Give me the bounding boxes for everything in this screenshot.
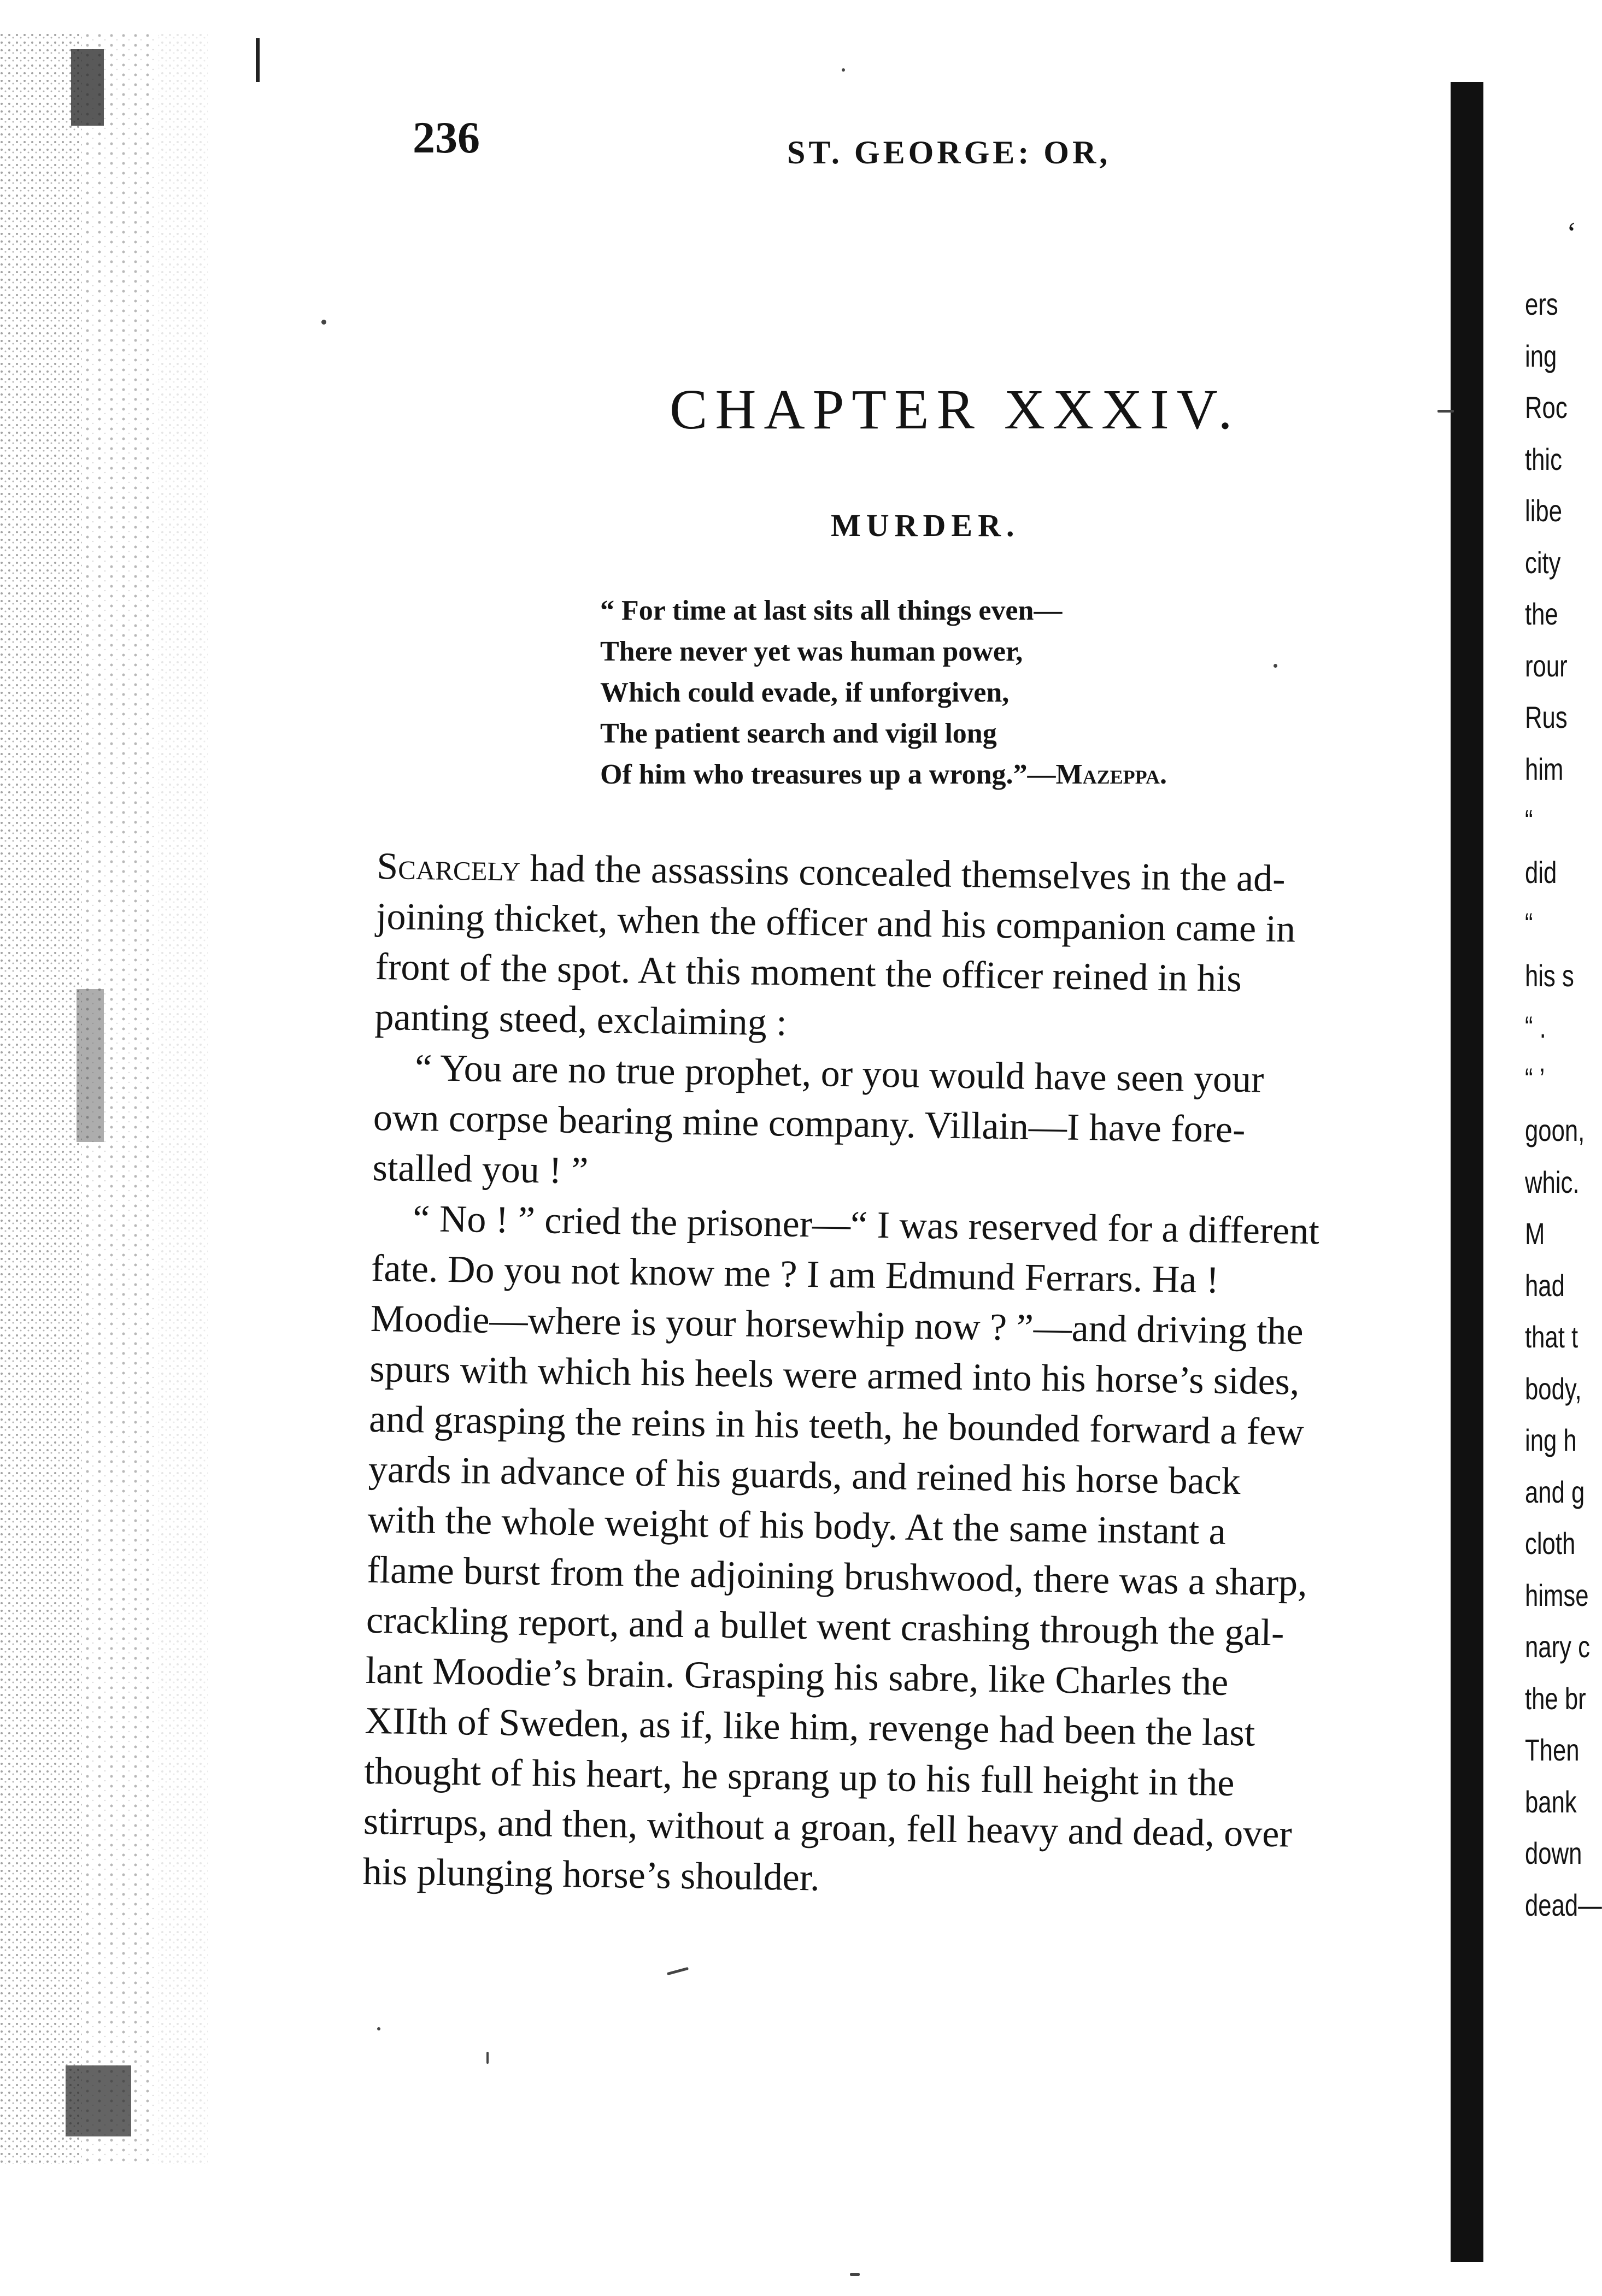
binding-gutter-shadow <box>1451 82 1483 2262</box>
margin-rule <box>256 38 260 82</box>
next-page-quote-mark: ‘ <box>1566 216 1577 250</box>
drop-word: Scarcely <box>376 845 521 890</box>
next-page-fragment: city <box>1525 545 1561 580</box>
next-page-fragment: thic <box>1525 441 1562 476</box>
scan-speck <box>486 2052 489 2064</box>
scan-speck <box>1274 664 1277 668</box>
next-page-fragment: that t <box>1525 1320 1578 1354</box>
next-page-fragment: body, <box>1525 1371 1582 1406</box>
body-line: Moodie—where is your horsewhip now ? ”—and driving the <box>370 1297 1304 1353</box>
next-page-fragment: “ . <box>1525 1010 1546 1044</box>
body-text <box>362 841 1454 1912</box>
body-line: “ No ! ” cried the prisoner—“ I was reserved for a different <box>412 1197 1320 1253</box>
next-page-fragment: the br <box>1525 1681 1586 1716</box>
running-head: ST. GEORGE: OR, <box>787 134 1111 170</box>
next-page-fragment: bank <box>1525 1784 1577 1819</box>
body-line: with the whole weight of his body. At the same instant a <box>367 1498 1227 1553</box>
next-page-fragment: and g <box>1525 1474 1585 1509</box>
scan-speck <box>321 320 326 325</box>
epigraph-last-line <box>600 754 1327 795</box>
epigraph-line: There never yet was human power, <box>600 636 1023 667</box>
next-page-fragment: whic. <box>1525 1164 1580 1199</box>
body-line: fate. Do you not know me ? I am Edmund Ferrars. Ha ! <box>371 1247 1219 1302</box>
next-page-fragment: Then <box>1525 1733 1580 1767</box>
next-page-fragment: nary c <box>1525 1629 1590 1664</box>
body-line: flame burst from the adjoining brushwood, there was a sharp, <box>366 1549 1308 1604</box>
body-line: thought of his heart, he sprang up to his full height in the <box>363 1750 1235 1805</box>
body-line: XIIth of Sweden, as if, like him, revenge had been the last <box>364 1699 1255 1755</box>
chapter-subtitle: MURDER. <box>831 508 1020 543</box>
next-page-fragment: the <box>1525 597 1558 631</box>
scan-speck <box>1437 410 1454 413</box>
scan-edge-noise <box>0 33 251 2164</box>
next-page-fragment: goon, <box>1525 1113 1585 1147</box>
next-page-fragment: “ <box>1525 906 1533 941</box>
body-line: stalled you ! ” <box>372 1146 589 1192</box>
body-line: lant Moodie’s brain. Grasping his sabre, like Charles the <box>365 1649 1229 1704</box>
next-page-fragment: libe <box>1525 493 1562 528</box>
next-page-fragment: ing h <box>1525 1423 1577 1457</box>
scan-speck <box>377 2027 380 2030</box>
body-line: crackling report, and a bullet went crashing through the gal- <box>366 1599 1284 1655</box>
body-line: “ You are no true prophet, or you would have seen your <box>414 1047 1264 1101</box>
next-page-fragment: “ ’ <box>1525 1061 1545 1096</box>
next-page-fragment: Roc <box>1525 390 1568 425</box>
body-line: front of the spot. At this moment the officer reined in his <box>375 945 1242 1000</box>
next-page-fragment: M <box>1525 1216 1545 1251</box>
scan-speck <box>842 68 845 72</box>
body-line: yards in advance of his guards, and reined his horse back <box>368 1448 1241 1503</box>
chapter-title: CHAPTER XXXIV. <box>670 378 1240 441</box>
next-page-fragment: “ <box>1525 803 1533 838</box>
body-line: spurs with which his heels were armed into his horse’s sides, <box>369 1347 1300 1403</box>
body-line: joining thicket, when the officer and his companion came in <box>375 895 1296 951</box>
body-line-text: had the assassins concealed themselves in the ad- <box>520 847 1286 900</box>
page-number: 236 <box>413 113 480 162</box>
body-line: stirrups, and then, without a groan, fell heavy and dead, over <box>363 1800 1293 1856</box>
next-page-fragment: down <box>1525 1836 1582 1870</box>
next-page-fragment: him <box>1525 751 1564 786</box>
next-page-fragment: his s <box>1525 958 1574 993</box>
next-page-fragment: Rus <box>1525 700 1568 734</box>
scan-speck <box>667 1967 689 1975</box>
epigraph-line: The patient search and vigil long <box>600 718 997 749</box>
next-page-fragment: had <box>1525 1268 1565 1303</box>
scan-speck <box>850 2273 860 2276</box>
next-page-fragment: cloth <box>1525 1526 1576 1561</box>
epigraph-line: Of him who treasures up a wrong.”— <box>600 759 1056 790</box>
body-line: his plunging horse’s shoulder. <box>362 1850 820 1899</box>
next-page-fragment: ing <box>1525 338 1557 373</box>
body-line: panting steed, exclaiming : <box>374 996 788 1044</box>
epigraph <box>600 590 1327 795</box>
next-page-fragment: dead— <box>1525 1887 1602 1922</box>
next-page-fragment: himse <box>1525 1577 1589 1612</box>
next-page-fragment: rour <box>1525 648 1568 683</box>
next-page-fragment: ers <box>1525 287 1558 321</box>
body-line: and grasping the reins in his teeth, he bounded forward a few <box>368 1398 1305 1453</box>
next-page-fragment: did <box>1525 855 1557 890</box>
epigraph-line: “ For time at last sits all things even— <box>600 595 1063 626</box>
epigraph-line: Which could evade, if unforgiven, <box>600 677 1010 708</box>
body-line: own corpse bearing mine company. Villain—I have fore- <box>373 1096 1246 1151</box>
next-page-fragments <box>1525 279 1602 1931</box>
epigraph-attribution: Mazeppa. <box>1055 759 1167 790</box>
